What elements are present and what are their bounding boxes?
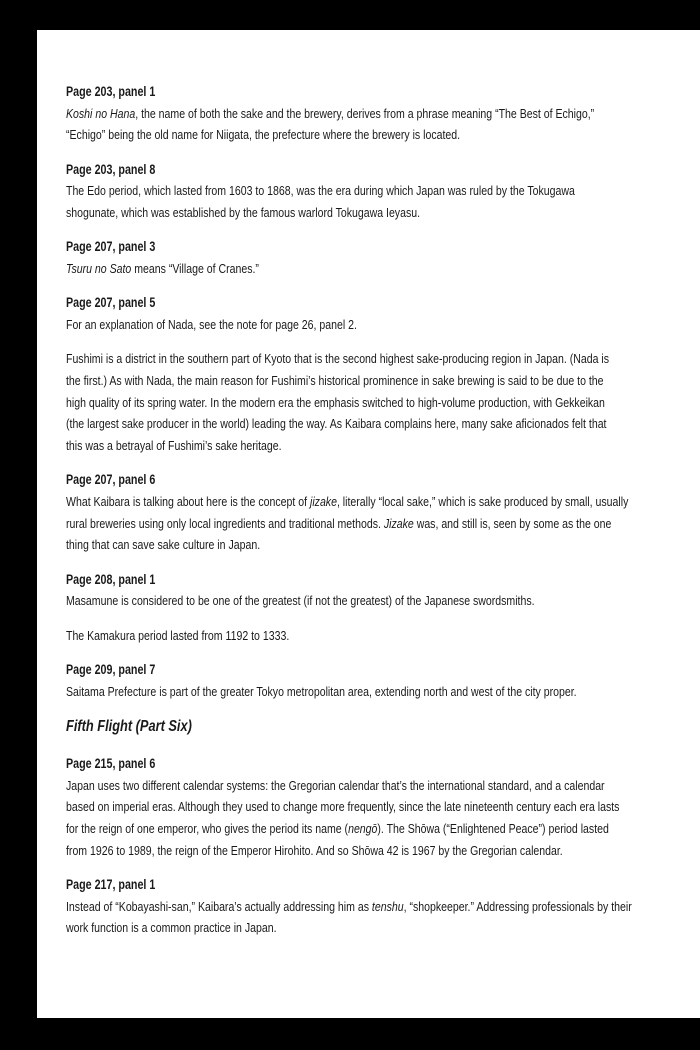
text-run: Page 217, panel 1	[66, 876, 156, 892]
text-line	[66, 625, 578, 647]
text-run: , the name of both the sake and the brewery, derives from a phrase meaning “The Best of Echigo,”	[135, 105, 595, 121]
text-run: Page 215, panel 6	[66, 755, 156, 771]
text-line	[66, 348, 610, 370]
text-line	[66, 491, 629, 513]
text-run: The Kamakura period lasted from 1192 to 1333.	[66, 627, 290, 643]
text-line	[66, 292, 578, 314]
translation-notes	[66, 81, 700, 952]
note-heading	[66, 292, 700, 314]
text-line	[66, 917, 578, 939]
text-run: Page 207, panel 6	[66, 472, 156, 488]
text-run: What Kaibara is talking about here is the concept of	[66, 493, 310, 509]
italic-term: nengō	[348, 820, 378, 836]
text-line	[66, 840, 578, 862]
text-run: Page 208, panel 1	[66, 571, 156, 587]
note-heading	[66, 753, 700, 775]
document-page	[37, 30, 700, 1018]
text-run: Page 209, panel 7	[66, 661, 156, 677]
note-heading	[66, 81, 700, 103]
note-paragraph	[66, 590, 700, 612]
text-line	[66, 124, 578, 146]
note-heading	[66, 236, 700, 258]
note-paragraph	[66, 625, 700, 647]
note-paragraph	[66, 348, 700, 456]
text-run: means “Village of Cranes.”	[131, 261, 259, 276]
note-paragraph	[66, 775, 700, 862]
text-run: Page 203, panel 8	[66, 161, 156, 177]
section-title	[66, 715, 700, 739]
text-run: Page 207, panel 5	[66, 295, 156, 311]
text-run: Fifth Flight (Part Six)	[66, 717, 192, 735]
text-run: rural breweries using only local ingredients and traditional methods.	[66, 515, 384, 531]
text-run: work function is a common practice in Japan.	[66, 920, 277, 936]
text-line	[66, 569, 578, 591]
text-line	[66, 590, 578, 612]
text-run: Masamune is considered to be one of the greatest (if not the greatest) of the Japanese swordsmiths.	[66, 593, 535, 609]
text-line	[66, 874, 578, 896]
text-run: , literally “local sake,” which is sake produced by small, usually	[336, 493, 629, 509]
text-line	[66, 314, 578, 336]
note-paragraph	[66, 180, 700, 223]
text-run: for the reign of one emperor, who gives the period its name (	[66, 820, 349, 836]
text-line	[66, 896, 632, 918]
text-line	[66, 818, 609, 840]
note-heading	[66, 659, 700, 681]
text-line	[66, 236, 578, 258]
text-run: shogunate, which was established by the famous warlord Tokugawa Ieyasu.	[66, 205, 421, 221]
text-line	[66, 258, 578, 280]
text-line	[66, 775, 605, 797]
text-line	[66, 413, 607, 435]
text-line	[66, 796, 620, 818]
text-run: The Edo period, which lasted from 1603 to 1868, was the era during which Japan was ruled by the Tokugawa	[66, 183, 575, 199]
text-line	[66, 659, 578, 681]
text-run: Fushimi is a district in the southern part of Kyoto that is the second highest sake-producing region in Japan. (Nada is	[66, 351, 610, 367]
italic-term: jizake	[309, 493, 337, 509]
text-run: , “shopkeeper.” Addressing professionals by their	[403, 898, 632, 914]
text-run: thing that can save sake culture in Japan.	[66, 537, 261, 553]
note-paragraph	[66, 258, 700, 280]
text-line	[66, 513, 612, 535]
text-line	[66, 81, 578, 103]
note-paragraph	[66, 314, 700, 336]
note-heading	[66, 874, 700, 896]
text-run: was, and still is, seen by some as the one	[413, 515, 612, 531]
text-run: from 1926 to 1989, the reign of the Emperor Hirohito. And so Shōwa 42 is 1967 by the Gregorian calendar.	[66, 842, 563, 858]
text-line	[66, 202, 578, 224]
text-line	[66, 103, 595, 125]
note-heading	[66, 469, 700, 491]
italic-term: tenshu	[371, 898, 404, 914]
text-run: this was a betrayal of Fushimi’s sake heritage.	[66, 438, 282, 453]
text-run: Instead of “Kobayashi-san,” Kaibara’s actually addressing him as	[66, 898, 372, 914]
note-paragraph	[66, 103, 700, 146]
text-line	[66, 715, 578, 739]
text-run: based on imperial eras. Although they used to change more frequently, since the late nineteenth century each era lasts	[66, 799, 620, 815]
note-heading	[66, 159, 700, 181]
text-line	[66, 159, 578, 181]
text-run: “Echigo” being the old name for Niigata, the prefecture where the brewery is located.	[66, 127, 461, 143]
italic-term: Koshi no Hana	[66, 105, 136, 121]
text-run: (the largest sake producer in the world) leading the way. As Kaibara complains here, many sake aficionados felt that	[66, 416, 607, 432]
text-run: the first.) As with Nada, the main reason for Fushimi’s historical prominence in sake brewing is said to be due to the	[66, 372, 604, 388]
text-run: Page 207, panel 3	[66, 239, 156, 255]
note-paragraph	[66, 681, 700, 703]
text-line	[66, 681, 578, 703]
text-run: high quality of its spring water. In the modern era the emphasis switched to high-volume production, with Gekkeikan	[66, 394, 605, 410]
italic-term: Tsuru no Sato	[66, 261, 132, 276]
text-line	[66, 392, 605, 414]
text-line	[66, 370, 604, 392]
text-line	[66, 469, 578, 491]
note-paragraph	[66, 896, 700, 939]
text-line	[66, 534, 578, 556]
note-heading	[66, 569, 700, 591]
text-run: Page 203, panel 1	[66, 84, 156, 99]
note-paragraph	[66, 491, 700, 556]
text-line	[66, 180, 578, 202]
text-run: Japan uses two different calendar systems: the Gregorian calendar that’s the international standard, and a calendar	[66, 777, 605, 793]
text-line	[66, 435, 578, 457]
text-run: ). The Shōwa (“Enlightened Peace”) period lasted	[377, 820, 609, 836]
italic-term: Jizake	[383, 515, 414, 531]
text-line	[66, 753, 578, 775]
text-run: For an explanation of Nada, see the note for page 26, panel 2.	[66, 316, 357, 332]
text-run: Saitama Prefecture is part of the greater Tokyo metropolitan area, extending north and west of the city proper.	[66, 683, 577, 699]
